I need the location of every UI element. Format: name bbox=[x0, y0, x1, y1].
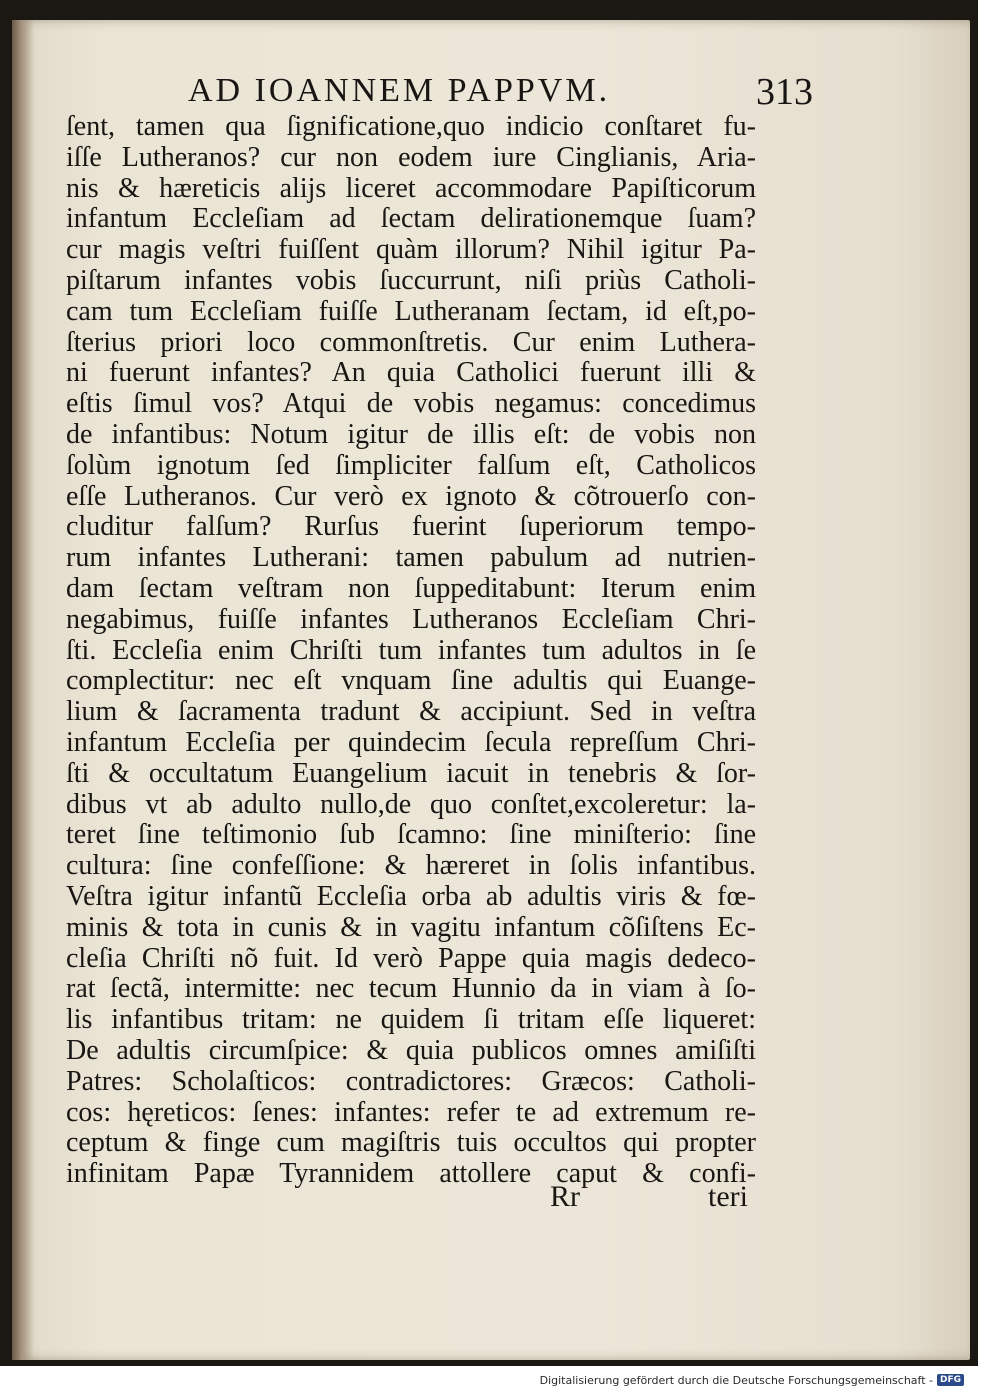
text-line: ni fuerunt infantes? An quia Catholici fuerunt illi & bbox=[66, 357, 756, 389]
page-footer bbox=[66, 1180, 756, 1220]
text-line: rat ſectã, intermitte: nec tecum Hunnio da in viam à ſo- bbox=[66, 973, 756, 1005]
text-line: Veſtra igitur infantũ Eccleſia orba ab adultis viris & fœ- bbox=[66, 880, 756, 912]
text-line: infantum Eccleſiam ad ſectam delirationemque ſuam? bbox=[66, 203, 756, 235]
text-line: negabimus, fuiſſe infantes Lutheranos Eccleſiam Chri- bbox=[66, 603, 756, 635]
text-line: cultura: ſine confeſſione: & hæreret in ſolis infantibus. bbox=[66, 850, 756, 882]
text-line: nis & hæreticis alijs liceret accommodare Papiſticorum bbox=[66, 172, 756, 204]
text-line: ſolùm ignotum ſed ſimpliciter falſum eſt, Catholicos bbox=[66, 449, 756, 481]
text-line: cam tum Eccleſiam fuiſſe Lutheranam ſectam, id eſt,po- bbox=[66, 295, 756, 327]
text-line: Patres: Scholaſticos: contradictores: Græcos: Catholi- bbox=[66, 1065, 756, 1097]
text-line: cos: hęreticos: ſenes: infantes: refer te ad extremum re- bbox=[66, 1096, 756, 1128]
page-header bbox=[40, 66, 840, 116]
text-line: cur magis veſtri fuiſſent quàm illorum? Nihil igitur Pa- bbox=[66, 234, 756, 266]
body-text bbox=[66, 112, 756, 1190]
text-line: ſent, tamen qua ſignificatione,quo indicio conſtaret fu- bbox=[66, 111, 756, 142]
text-line: iſſe Lutheranos? cur non eodem iure Cinglianis, Aria- bbox=[66, 141, 756, 173]
digitization-credit bbox=[540, 1372, 964, 1388]
text-line: dibus vt ab adulto nullo,de quo conſtet,excoleretur: la- bbox=[66, 788, 756, 820]
text-line: rum infantes Lutherani: tamen pabulum ad nutrien- bbox=[66, 542, 756, 574]
text-line: ſterius priori loco commonſtretis. Cur enim Luthera- bbox=[66, 326, 756, 358]
text-line: infinitam Papæ Tyrannidem attollere caput & confi- bbox=[66, 1158, 756, 1190]
dfg-logo: DFG bbox=[937, 1374, 964, 1386]
text-line: eſtis ſimul vos? Atqui de vobis negamus: concedimus bbox=[66, 388, 756, 420]
page-number: 313 bbox=[756, 71, 813, 113]
text-line: de infantibus: Notum igitur de illis eſt: de vobis non bbox=[66, 418, 756, 450]
text-line: ceptum & finge cum magiſtris tuis occultos qui propter bbox=[66, 1127, 756, 1159]
text-line: teret ſine teſtimonio ſub ſcamno: ſine miniſterio: ſine bbox=[66, 819, 756, 851]
text-line: piſtarum infantes vobis ſuccurrunt, niſi priùs Catholi- bbox=[66, 264, 756, 296]
text-line: complectitur: nec eſt vnquam ſine adultis qui Euange- bbox=[66, 665, 756, 697]
text-line: minis & tota in cunis & in vagitu infantum cõſiſtens Ec- bbox=[66, 911, 756, 943]
credit-text: Digitalisierung gefördert durch die Deutsche Forschungsgemeinschaft - bbox=[539, 1373, 933, 1387]
text-line: De adultis circumſpice: & quia publicos omnes amiſiſti bbox=[66, 1034, 756, 1066]
text-line: ſti & occultatum Euangelium iacuit in tenebris & ſor- bbox=[66, 757, 756, 789]
text-line: cluditur falſum? Rurſus fuerint ſuperiorum tempo- bbox=[66, 511, 756, 543]
text-line: infantum Eccleſia per quindecim ſecula repreſſum Chri- bbox=[66, 726, 756, 758]
page-gutter-shadow bbox=[12, 20, 34, 1360]
text-line: ſti. Eccleſia enim Chriſti tum infantes tum adultos in ſe bbox=[66, 634, 756, 666]
signature-mark: Rr bbox=[550, 1180, 580, 1213]
text-line: eſſe Lutheranos. Cur verò ex ignoto & cõtrouerſo con- bbox=[66, 480, 756, 512]
catchword: teri bbox=[708, 1180, 748, 1213]
text-line: lium & ſacramenta tradunt & accipiunt. Sed in veſtra bbox=[66, 696, 756, 728]
text-line: cleſia Chriſti nõ fuit. Id verò Pappe quia magis dedeco- bbox=[66, 942, 756, 974]
running-title: AD IOANNEM PAPPVM. bbox=[188, 72, 611, 109]
text-line: lis infantibus tritam: ne quidem ſi tritam eſſe liqueret: bbox=[66, 1004, 756, 1036]
text-line: dam ſectam veſtram non ſuppeditabunt: Iterum enim bbox=[66, 572, 756, 604]
